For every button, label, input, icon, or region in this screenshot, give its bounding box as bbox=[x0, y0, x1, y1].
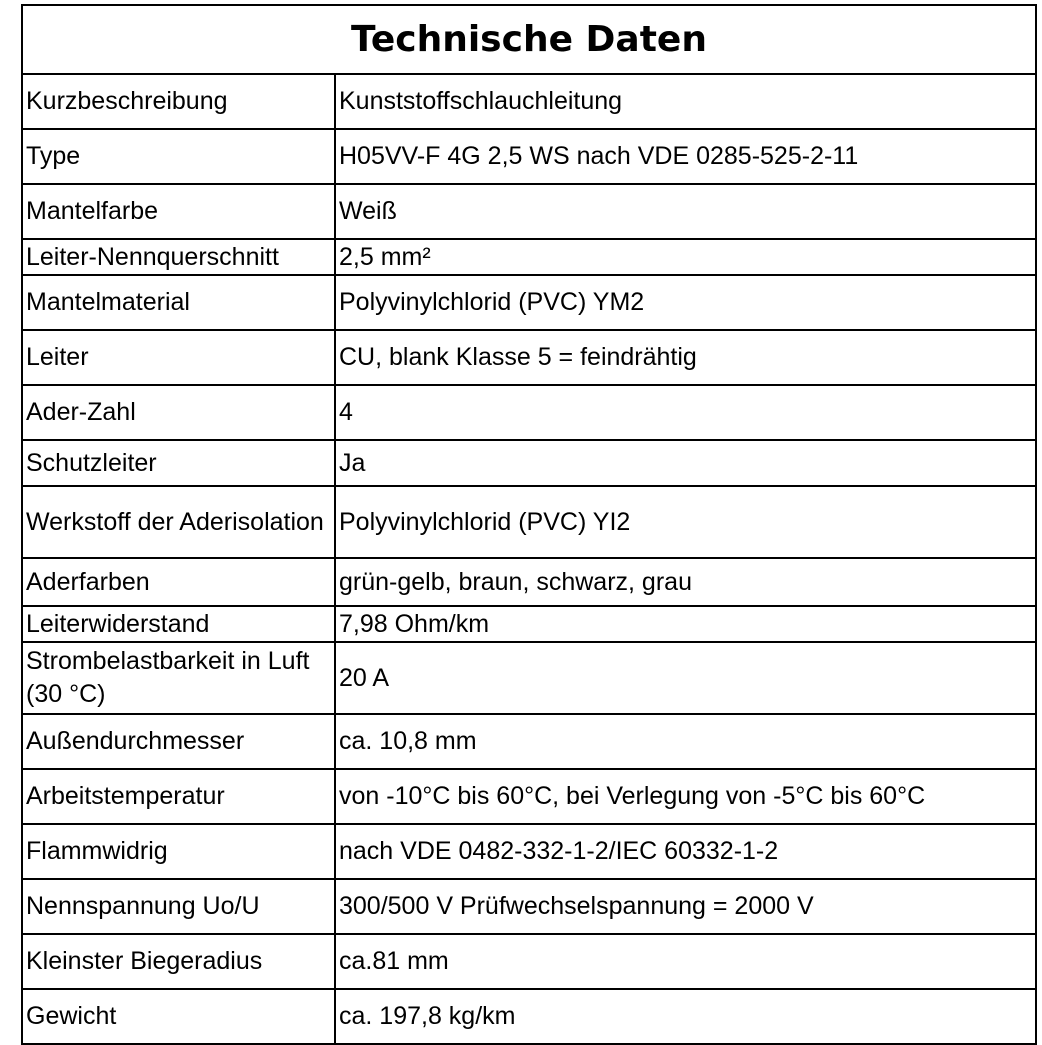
table-row bbox=[22, 642, 1036, 714]
row-label: Mantelmaterial bbox=[22, 275, 335, 330]
row-value: ca. 10,8 mm bbox=[335, 714, 1036, 769]
table-row bbox=[22, 769, 1036, 824]
row-value: Polyvinylchlorid (PVC) YM2 bbox=[335, 275, 1036, 330]
table-row bbox=[22, 330, 1036, 385]
technical-data-table bbox=[21, 4, 1037, 1045]
table-row bbox=[22, 824, 1036, 879]
row-value: ca.81 mm bbox=[335, 934, 1036, 989]
row-label: Flammwidrig bbox=[22, 824, 335, 879]
table-row bbox=[22, 934, 1036, 989]
row-value: grün-gelb, braun, schwarz, grau bbox=[335, 558, 1036, 606]
table-title: Technische Daten bbox=[22, 5, 1036, 74]
row-label: Außendurchmesser bbox=[22, 714, 335, 769]
row-value: Ja bbox=[335, 440, 1036, 486]
title-row bbox=[22, 5, 1036, 74]
row-value: von -10°C bis 60°C, bei Verlegung von -5°C bis 60°C bbox=[335, 769, 1036, 824]
row-label: Aderfarben bbox=[22, 558, 335, 606]
row-value: 20 A bbox=[335, 642, 1036, 714]
table-row bbox=[22, 486, 1036, 558]
row-value: 4 bbox=[335, 385, 1036, 440]
table-row bbox=[22, 275, 1036, 330]
row-label: Arbeitstemperatur bbox=[22, 769, 335, 824]
row-label: Strombelastbarkeit in Luft (30 °C) bbox=[22, 642, 335, 714]
row-label: Type bbox=[22, 129, 335, 184]
row-value: ca. 197,8 kg/km bbox=[335, 989, 1036, 1044]
table-row bbox=[22, 129, 1036, 184]
table-row bbox=[22, 440, 1036, 486]
row-value: 7,98 Ohm/km bbox=[335, 606, 1036, 642]
row-label: Mantelfarbe bbox=[22, 184, 335, 239]
row-value: nach VDE 0482-332-1-2/IEC 60332-1-2 bbox=[335, 824, 1036, 879]
table-row bbox=[22, 714, 1036, 769]
table-row bbox=[22, 606, 1036, 642]
row-label: Gewicht bbox=[22, 989, 335, 1044]
table-row bbox=[22, 385, 1036, 440]
row-value: Kunststoffschlauchleitung bbox=[335, 74, 1036, 129]
row-label: Schutzleiter bbox=[22, 440, 335, 486]
row-label: Leiterwiderstand bbox=[22, 606, 335, 642]
row-label: Kurzbeschreibung bbox=[22, 74, 335, 129]
row-label: Ader-Zahl bbox=[22, 385, 335, 440]
row-label: Leiter-Nennquerschnitt bbox=[22, 239, 335, 275]
table-row bbox=[22, 879, 1036, 934]
row-value: H05VV-F 4G 2,5 WS nach VDE 0285-525-2-11 bbox=[335, 129, 1036, 184]
row-value: 300/500 V Prüfwechselspannung = 2000 V bbox=[335, 879, 1036, 934]
table-row bbox=[22, 558, 1036, 606]
row-value: CU, blank Klasse 5 = feindrähtig bbox=[335, 330, 1036, 385]
row-value: 2,5 mm² bbox=[335, 239, 1036, 275]
table-row bbox=[22, 74, 1036, 129]
row-value: Polyvinylchlorid (PVC) YI2 bbox=[335, 486, 1036, 558]
table-row bbox=[22, 989, 1036, 1044]
row-value: Weiß bbox=[335, 184, 1036, 239]
table-row bbox=[22, 184, 1036, 239]
row-label: Kleinster Biegeradius bbox=[22, 934, 335, 989]
table-row bbox=[22, 239, 1036, 275]
row-label: Leiter bbox=[22, 330, 335, 385]
row-label: Werkstoff der Aderisolation bbox=[22, 486, 335, 558]
row-label: Nennspannung Uo/U bbox=[22, 879, 335, 934]
